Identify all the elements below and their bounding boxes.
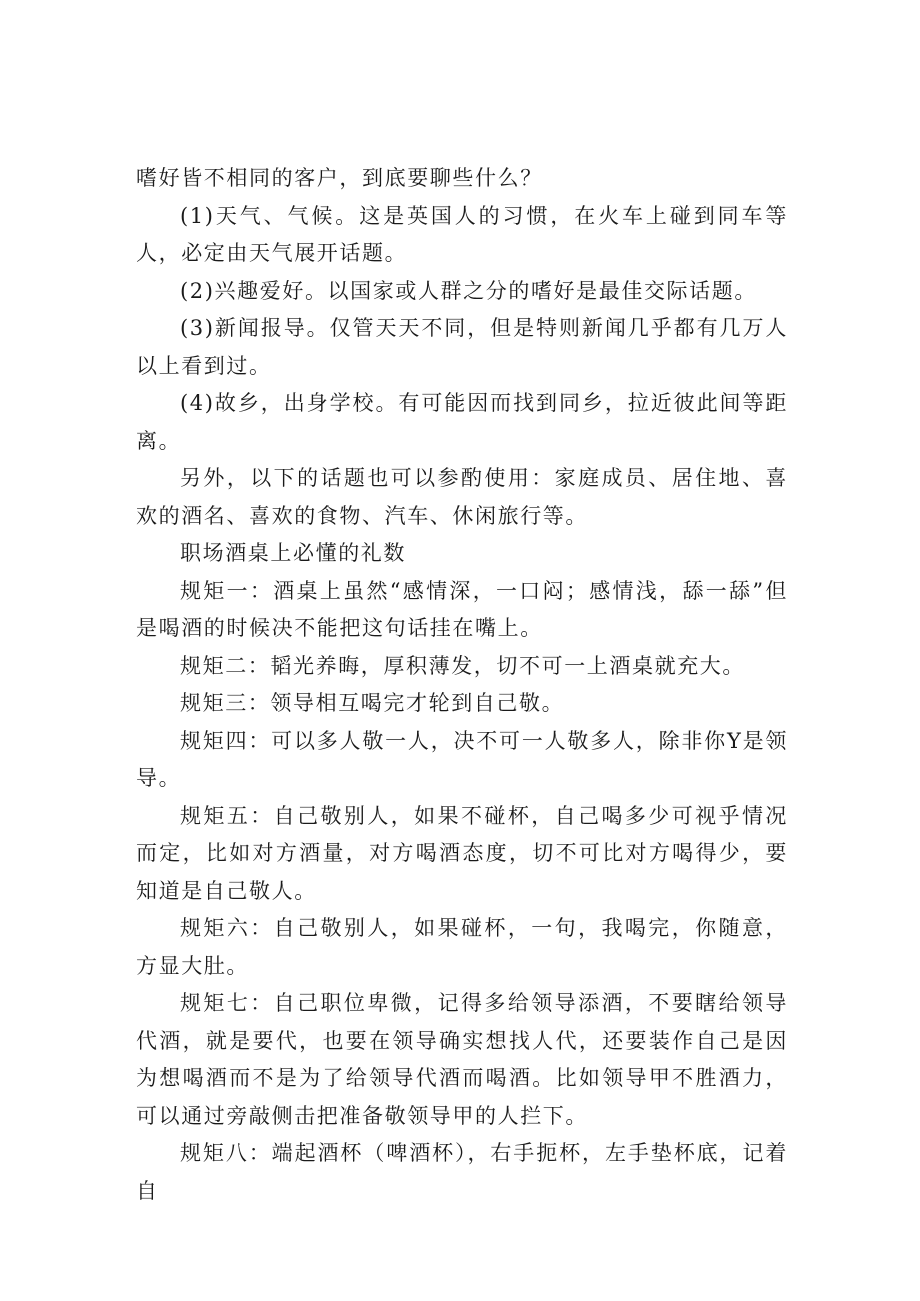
- paragraph-continued-intro: 嗜好皆不相同的客户，到底要聊些什么？: [136, 166, 543, 190]
- paragraph-rule-1: 规矩一：酒桌上虽然“感情深，一口闷；感情浅，舔一舔”但是喝酒的时候决不能把这句话挂在嘴上。: [136, 578, 788, 640]
- paragraph-rule-7: 规矩七：自己职位卑微，记得多给领导添酒，不要瞎给领导代酒，就是要代，也要在领导确实想找人代，还要装作自己是因为想喝酒而不是为了给领导代酒而喝酒。比如领导甲不胜酒力，可以通过旁敲侧击把准备敬领导甲的人拦下。: [136, 991, 788, 1128]
- section-heading: 职场酒桌上必懂的礼数: [180, 541, 406, 565]
- document-body: [136, 160, 788, 1210]
- paragraph-topic-hobbies: (2)兴趣爱好。以国家或人群之分的嗜好是最佳交际话题。: [180, 278, 757, 303]
- paragraph-rule-2: 规矩二：韬光养晦，厚积薄发，切不可一上酒桌就充大。: [180, 653, 745, 678]
- paragraph-rule-5: 规矩五：自己敬别人，如果不碰杯，自己喝多少可视乎情况而定，比如对方酒量，对方喝酒态度，切不可比对方喝得少，要知道是自己敬人。: [136, 803, 788, 903]
- paragraph-rule-6: 规矩六：自己敬别人，如果碰杯，一句，我喝完，你随意，方显大肚。: [136, 916, 788, 978]
- paragraph-topic-news: (3)新闻报导。仅管天天不同，但是特则新闻几乎都有几万人以上看到过。: [136, 316, 788, 378]
- paragraph-rule-4: 规矩四：可以多人敬一人，决不可一人敬多人，除非你Y是领导。: [136, 728, 788, 790]
- paragraph-rule-8: 规矩八：端起酒杯（啤酒杯），右手扼杯，左手垫杯底，记着自: [136, 1141, 788, 1203]
- paragraph-rule-3: 规矩三：领导相互喝完才轮到自己敬。: [180, 691, 565, 715]
- paragraph-topic-hometown: (4)故乡，出身学校。有可能因而找到同乡，拉近彼此间等距离。: [136, 391, 788, 453]
- paragraph-other-topics: 另外，以下的话题也可以参酌使用：家庭成员、居住地、喜欢的酒名、喜欢的食物、汽车、休闲旅行等。: [136, 466, 788, 528]
- paragraph-topic-weather: (1)天气、气候。这是英国人的习惯，在火车上碰到同车等人，必定由天气展开话题。: [136, 203, 788, 265]
